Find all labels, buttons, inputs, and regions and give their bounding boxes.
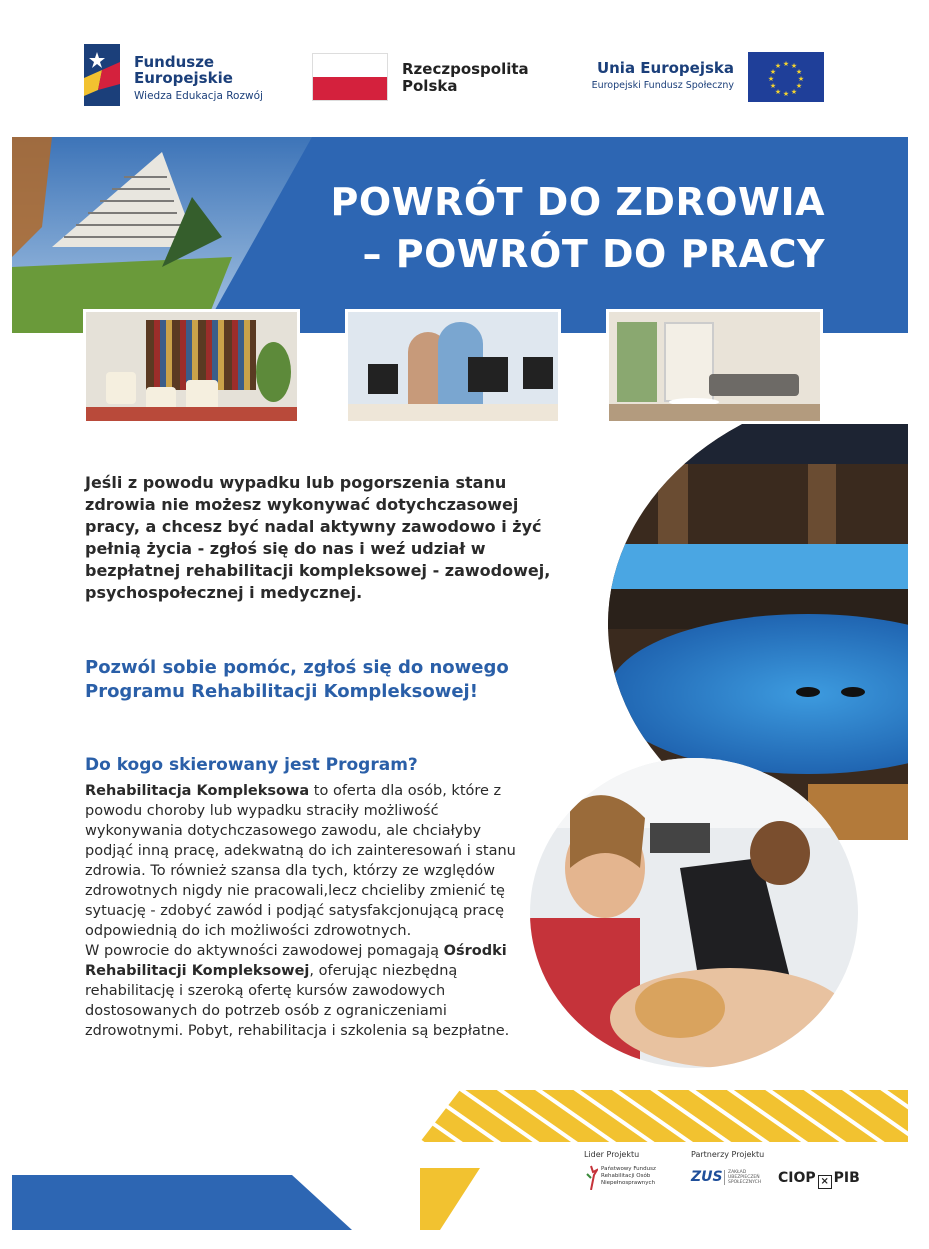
massage-photo (530, 758, 858, 1068)
lounge-photo (606, 309, 823, 424)
svg-text:★: ★ (769, 68, 777, 76)
eu-flag-icon (748, 52, 824, 102)
pib-label: PIB (833, 1170, 860, 1186)
call-to-action: Pozwól sobie pomóc, zgłoś się do nowego Programu Rehabilitacji Kompleksowej! (85, 657, 509, 702)
svg-text:★: ★ (782, 90, 790, 98)
svg-text:★: ★ (774, 88, 782, 96)
program-bold-1: Rehabilitacja Kompleksowa (85, 783, 310, 799)
pfron-logo-icon (584, 1164, 598, 1190)
svg-text:★: ★ (795, 82, 803, 90)
svg-text:★: ★ (790, 62, 798, 70)
svg-text:★: ★ (795, 68, 803, 76)
zus-logo: ZUS (691, 1169, 723, 1185)
ciop-logo (778, 1170, 860, 1189)
fe-title: Fundusze Europejskie (134, 53, 233, 87)
svg-text:★: ★ (774, 62, 782, 70)
fe-subtitle: Wiedza Edukacja Rozwój (134, 90, 263, 102)
program-bold-2: Ośrodki Rehabilitacji Kompleksowej (85, 943, 507, 979)
title-line-1: POWRÓT DO ZDROWIA (330, 180, 825, 224)
svg-text:★: ★ (769, 82, 777, 90)
program-text-3: , oferując niezbędną rehabilitację i szeroką ofertę kursów zawodowych dostosowanych do potrzeb osób z ograniczeniami zdrowotnymi. Pobyt, rehabilitacja i szkolenia są bezpłatne. (85, 963, 510, 1039)
program-heading: Do kogo skierowany jest Program? (85, 755, 418, 775)
eu-title: Unia Europejska (596, 59, 734, 77)
svg-text:★: ★ (782, 60, 790, 68)
polish-flag-icon (312, 53, 388, 101)
program-text-2: W powrocie do aktywności zawodowej pomagają (85, 943, 444, 959)
svg-text:★: ★ (790, 88, 798, 96)
library-photo (83, 309, 300, 424)
zus-sublabel: ZAKŁAD UBEZPIECZEŃ SPOŁECZNYCH (724, 1170, 764, 1185)
pfron-label: Państwowy Fundusz Rehabilitacji Osób Niepełnosprawnych (601, 1166, 656, 1186)
computer-class-photo (345, 309, 561, 424)
partners-label: Partnerzy Projektu (691, 1150, 765, 1159)
intro-paragraph: Jeśli z powodu wypadku lub pogorszenia stanu zdrowia nie możesz wykonywać dotychczasowej pracy, a chcesz być nadal aktywny zawodowo i żyć pełnią życia - zgłoś się do nas i weź udział w bezpłatnej rehabilitacji kompleksowej - zawodowej, psychospołecznej i medycznej. (85, 473, 551, 602)
program-text-1: to oferta dla osób, które z powodu choroby lub wypadku straciły możliwość wykonywania dotychczasowego zawodu, ale chciałyby podjąć inną pracę, adekwatną do ich zainteresowań i stanu zdrowia. To również szansa dla tych, którzy ze względów zdrowotnych nigdy nie pracowali,lecz chcieliby zmienić tę sytuację - zdobyć zawód i podjąć satysfakcjonującą pracę odpowiednią do ich możliwości zdrowotnych. (85, 783, 516, 939)
page-title (250, 176, 825, 280)
eu-subtitle: Europejski Fundusz Społeczny (591, 80, 734, 91)
svg-text:★: ★ (767, 75, 775, 83)
ciop-emblem-icon: ⨯ (818, 1175, 832, 1189)
program-description (85, 781, 533, 1041)
leader-label: Lider Projektu (584, 1150, 640, 1159)
blue-bottom-decoration (12, 1175, 352, 1230)
title-line-2: – POWRÓT DO PRACY (362, 232, 825, 276)
svg-text:★: ★ (797, 75, 805, 83)
pl-title: Rzeczpospolita Polska (402, 60, 529, 95)
ciop-label: CIOP (778, 1170, 816, 1186)
fundusze-europejskie-logo (84, 44, 120, 106)
